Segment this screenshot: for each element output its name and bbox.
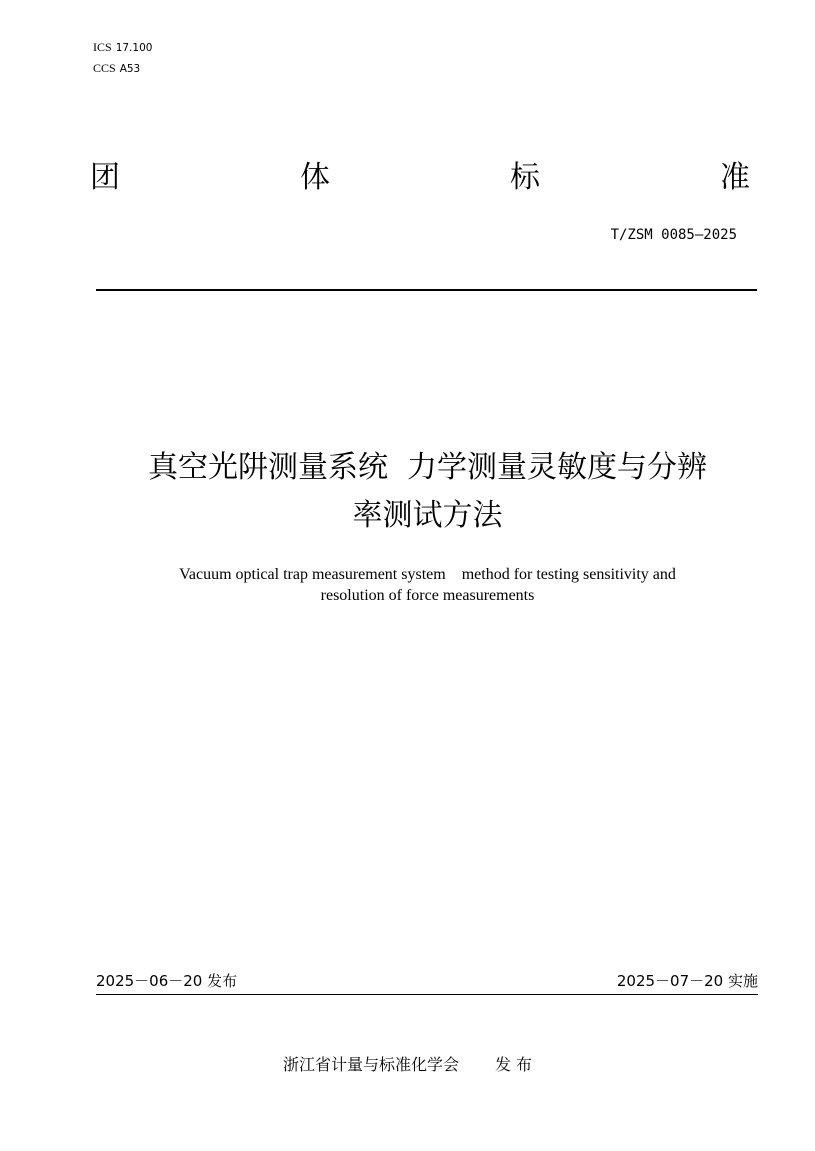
- ics-value: 17.100: [115, 42, 153, 54]
- chinese-title: [60, 444, 795, 540]
- ics-code: [93, 40, 152, 55]
- title-char-2: 体: [300, 160, 330, 195]
- document-type-title: [90, 158, 750, 202]
- ccs-value: A53: [119, 63, 141, 75]
- english-title-line-2: resolution of force measurements: [320, 587, 535, 604]
- ccs-code: [93, 61, 140, 76]
- title-char-4: 准: [720, 160, 750, 195]
- ccs-label: CCS: [93, 61, 116, 75]
- english-title: [60, 564, 795, 606]
- issue-date: 2025－06－20 发布: [96, 972, 238, 990]
- publisher-line: [0, 1054, 815, 1076]
- bottom-divider: [96, 994, 758, 995]
- ics-label: ICS: [93, 40, 112, 54]
- implementation-date: 2025－07－20 实施: [616, 972, 758, 990]
- top-divider: [96, 289, 757, 291]
- title-char-3: 标: [510, 160, 540, 195]
- title-char-1: 团: [90, 160, 120, 195]
- publisher-name: 浙江省计量与标准化学会: [282, 1055, 459, 1074]
- english-title-line-1: Vacuum optical trap measurement system method for testing sensitivity and: [179, 566, 676, 583]
- publish-action: 发 布: [494, 1055, 533, 1074]
- standard-number: T/ZSM 0085—2025: [610, 227, 737, 243]
- chinese-title-line-2: 率测试方法: [352, 498, 503, 533]
- chinese-title-line-1: 真空光阱测量系统 力学测量灵敏度与分辨: [147, 450, 708, 485]
